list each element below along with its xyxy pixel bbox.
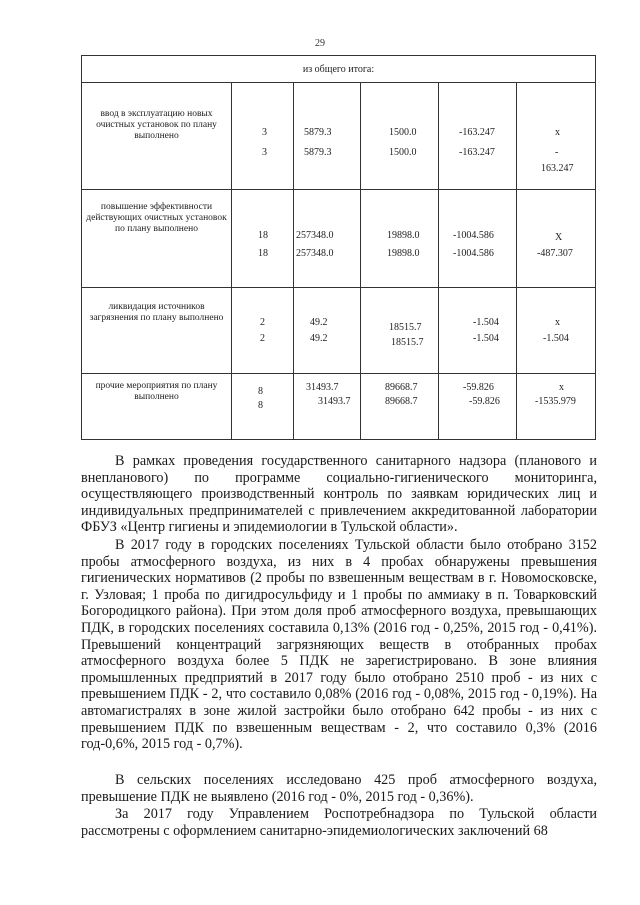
value-b: 19898.0 bbox=[387, 248, 420, 259]
count-value: 2 bbox=[260, 333, 265, 344]
count-value: 18 bbox=[258, 248, 268, 259]
count-value: 18 bbox=[258, 230, 268, 241]
value-a: 49.2 bbox=[310, 317, 328, 328]
value-a-cell bbox=[294, 374, 361, 440]
value-a: 49.2 bbox=[310, 333, 328, 344]
table-caption-row bbox=[82, 56, 596, 83]
paragraph: В сельских поселениях исследовано 425 проб атмосферного воздуха, превышение ПДК не выявлено (2016 год - 0%, 2015 год - 0,36%). bbox=[81, 772, 597, 805]
value-a: 31493.7 bbox=[318, 396, 351, 407]
count-cell bbox=[232, 374, 294, 440]
count-cell bbox=[232, 83, 294, 190]
value-a: 257348.0 bbox=[296, 248, 334, 259]
count-cell bbox=[232, 288, 294, 374]
value-c: -59.826 bbox=[469, 396, 500, 407]
row-label-text: ликвидация источников загрязнения по плану выполнено bbox=[89, 302, 224, 323]
value-d: - bbox=[555, 147, 559, 158]
value-c-cell bbox=[439, 190, 517, 288]
value-c: -1004.586 bbox=[453, 248, 494, 259]
row-label bbox=[82, 374, 232, 440]
value-d: -1.504 bbox=[543, 333, 569, 344]
value-d-cell bbox=[517, 83, 596, 190]
value-c-cell bbox=[439, 83, 517, 190]
value-b-cell bbox=[361, 190, 439, 288]
value-b: 18515.7 bbox=[389, 322, 422, 333]
value-d: 163.247 bbox=[541, 163, 574, 174]
row-label bbox=[82, 190, 232, 288]
value-b: 1500.0 bbox=[389, 147, 417, 158]
value-b: 1500.0 bbox=[389, 127, 417, 138]
value-a-cell bbox=[294, 83, 361, 190]
value-d: x bbox=[555, 317, 560, 328]
count-value: 2 bbox=[260, 317, 265, 328]
row-label-text: повышение эффективности действующих очистных установок по плану выполнено bbox=[86, 202, 227, 234]
value-b-cell bbox=[361, 374, 439, 440]
value-c: -163.247 bbox=[459, 147, 495, 158]
value-b-cell bbox=[361, 288, 439, 374]
value-d: x bbox=[555, 127, 560, 138]
page-number: 29 bbox=[315, 38, 325, 49]
row-label-text: ввод в эксплуатацию новых очистных установок по плану выполнено bbox=[96, 109, 217, 141]
table-row bbox=[82, 374, 596, 440]
value-c-cell bbox=[439, 288, 517, 374]
value-a: 257348.0 bbox=[296, 230, 334, 241]
value-c: -1.504 bbox=[473, 317, 499, 328]
value-a: 5879.3 bbox=[304, 127, 332, 138]
value-d: -1535.979 bbox=[535, 396, 576, 407]
value-d: x bbox=[559, 382, 564, 393]
table-row bbox=[82, 83, 596, 190]
value-a-cell bbox=[294, 190, 361, 288]
value-a-cell bbox=[294, 288, 361, 374]
paragraph: За 2017 году Управлением Роспотребнадзора по Тульской области рассмотрены с оформлением санитарно-эпидемиологических заключений 68 bbox=[81, 806, 597, 839]
value-c-cell bbox=[439, 374, 517, 440]
row-label bbox=[82, 83, 232, 190]
value-a: 31493.7 bbox=[306, 382, 339, 393]
value-d-cell bbox=[517, 190, 596, 288]
row-label bbox=[82, 288, 232, 374]
count-value: 3 bbox=[262, 127, 267, 138]
value-b: 19898.0 bbox=[387, 230, 420, 241]
row-label-text: прочие мероприятия по плану выполнено bbox=[95, 381, 218, 402]
value-c: -163.247 bbox=[459, 127, 495, 138]
value-b: 18515.7 bbox=[391, 337, 424, 348]
value-d: X bbox=[555, 232, 563, 243]
value-c: -1.504 bbox=[473, 333, 499, 344]
measures-table bbox=[81, 55, 596, 440]
value-b: 89668.7 bbox=[385, 396, 418, 407]
table-caption: из общего итога: bbox=[82, 56, 596, 83]
value-b: 89668.7 bbox=[385, 382, 418, 393]
count-cell bbox=[232, 190, 294, 288]
paragraph: В рамках проведения государственного санитарного надзора (планового и внепланового) по программе социально-гигиенического мониторинга, осуществляющего производственный контроль по заявкам юридических лиц и индивидуальных предпринимателей с привлечением аккредитованной лаборатории ФБУЗ «Центр гигиены и эпидемиологии в Тульской области». bbox=[81, 453, 597, 536]
value-b-cell bbox=[361, 83, 439, 190]
value-d: -487.307 bbox=[537, 248, 573, 259]
paragraph: В 2017 году в городских поселениях Тульской области было отобрано 3152 пробы атмосферного воздуха, из них в 4 пробах обнаружены превышения гигиенических нормативов (2 пробы по взвешенным веществам в г. Новомосковске, г. Узловая; 1 проба по дигидросульфиду и 1 пробы по аммиаку в п. Товарковский Богородицкого района). При этом доля проб атмосферного воздуха, превышающих ПДК, в городских поселениях составила 0,13% (2016 год - 0,25%, 2015 год - 0,41%). Превышений концентраций загрязняющих веществ в отобранных пробах атмосферного воздуха более 5 ПДК не зарегистрировано. В зоне влияния промышленных предприятий в 2017 году было отобрано 2510 проб - из них с превышением ПДК - 2, что составило 0,08% (2016 год - 0,08%, 2015 год - 0,19%). На автомагистралях в зоне жилой застройки было отобрано 642 пробы - из них с превышением ПДК по взвешенным веществам - 2, что составило 0,3% (2016 год-0,6%, 2015 год - 0,7%). bbox=[81, 537, 597, 753]
count-value: 3 bbox=[262, 147, 267, 158]
value-d-cell bbox=[517, 288, 596, 374]
table-row bbox=[82, 288, 596, 374]
table-row bbox=[82, 190, 596, 288]
count-value: 8 bbox=[258, 400, 263, 411]
count-value: 8 bbox=[258, 386, 263, 397]
value-d-cell bbox=[517, 374, 596, 440]
value-a: 5879.3 bbox=[304, 147, 332, 158]
value-c: -1004.586 bbox=[453, 230, 494, 241]
value-c: -59.826 bbox=[463, 382, 494, 393]
